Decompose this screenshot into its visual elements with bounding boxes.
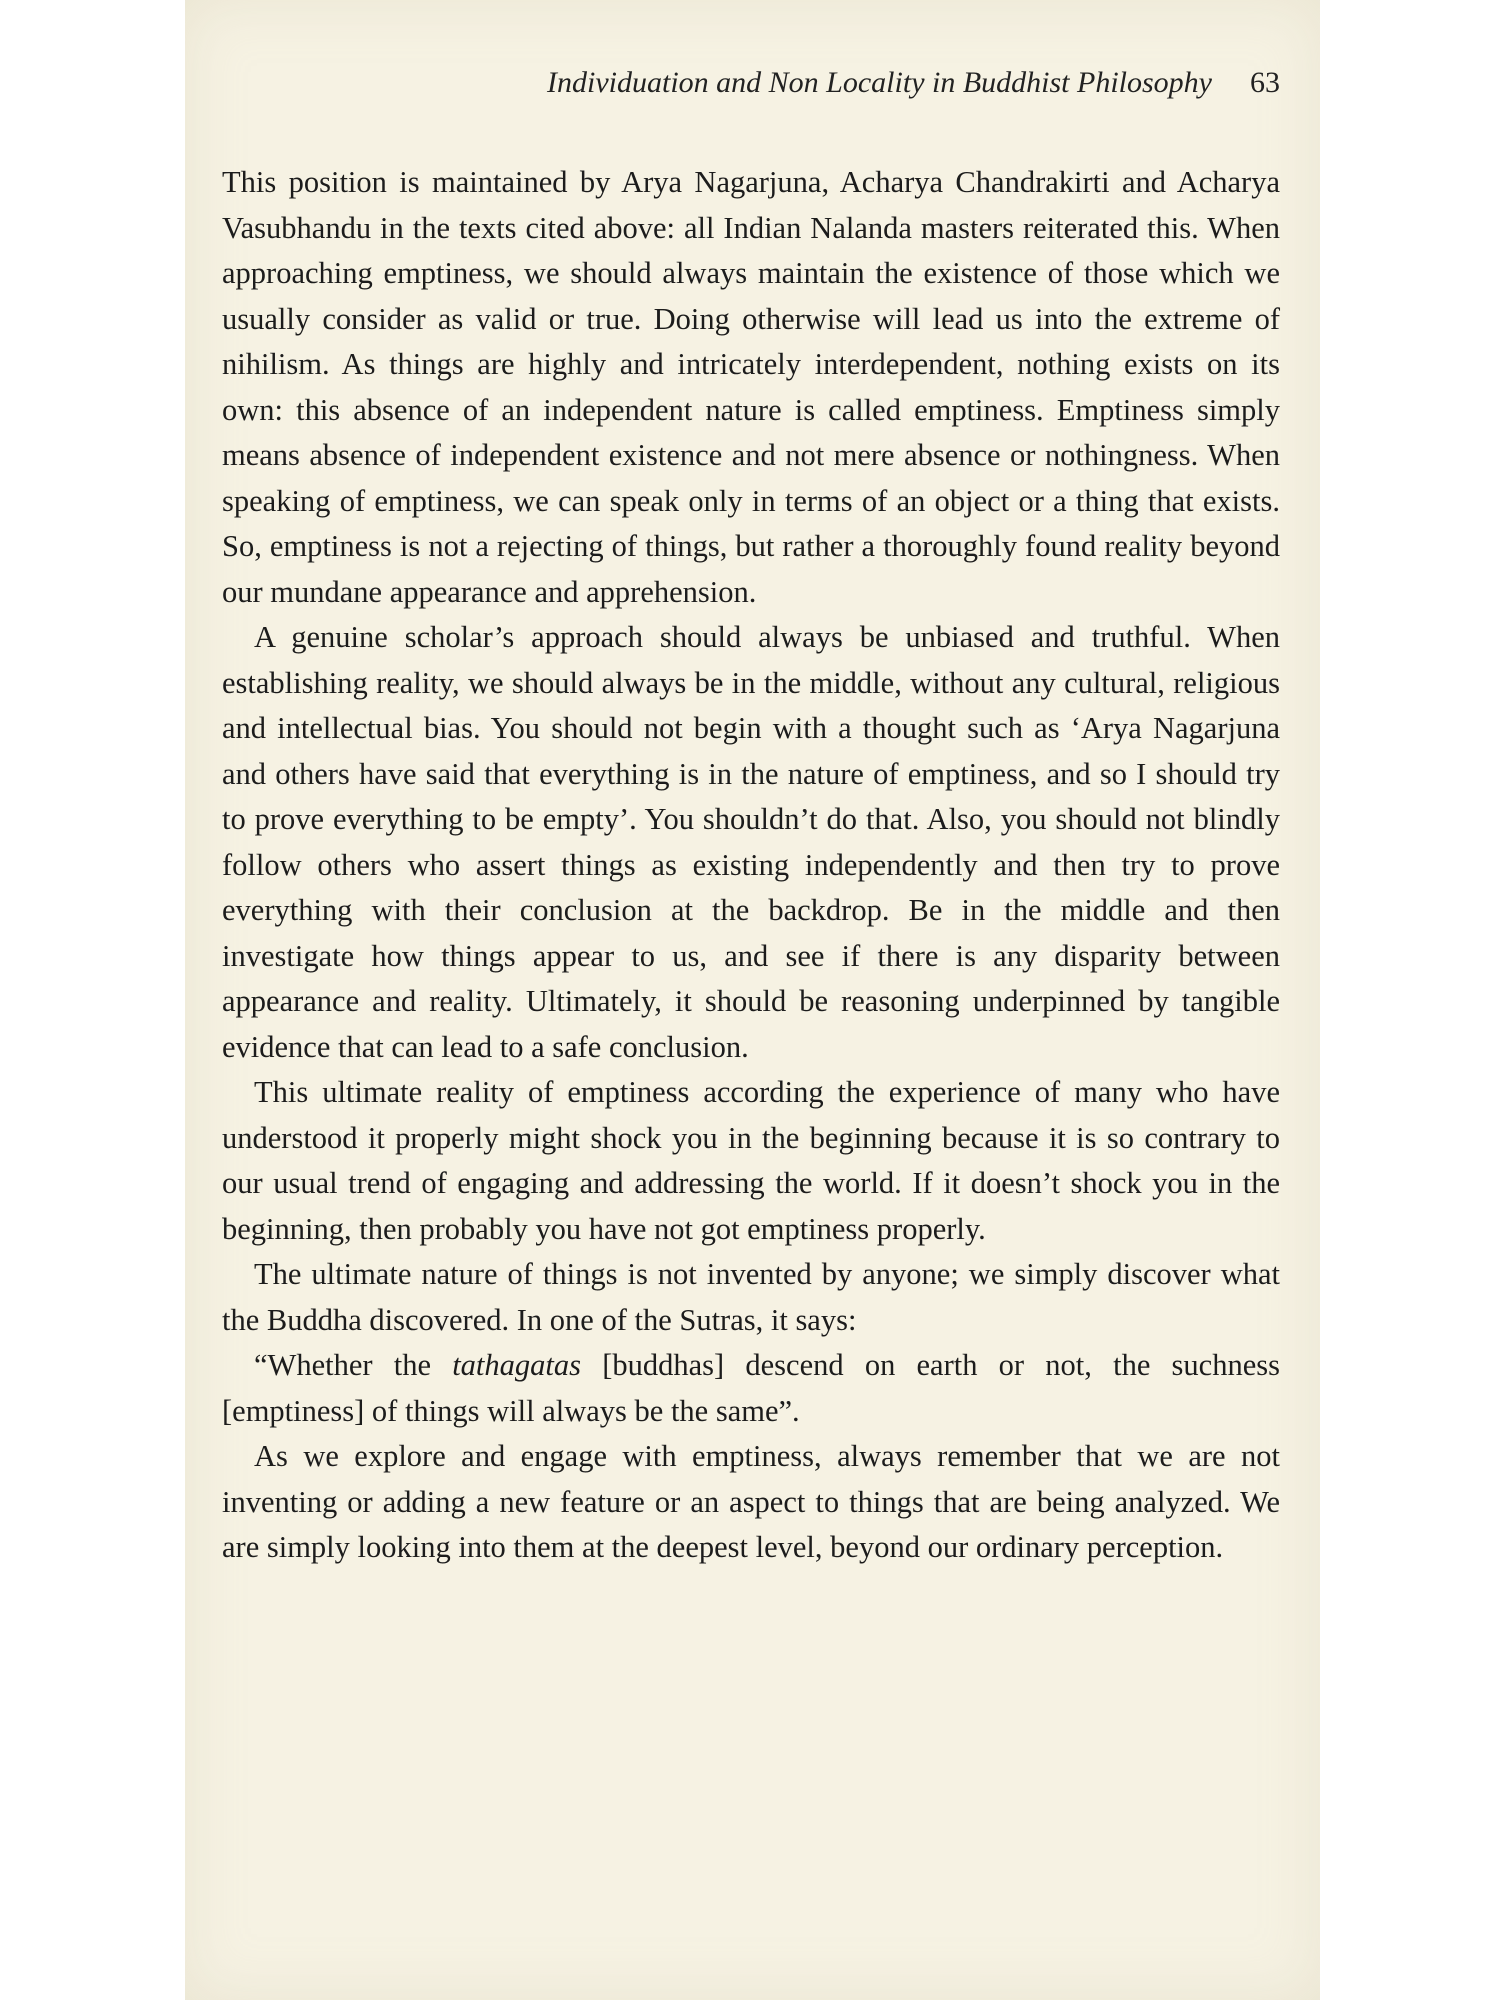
page-header <box>310 66 1280 100</box>
quote-start: “Whether the <box>254 1348 453 1382</box>
paragraph-4-intro: The ultimate nature of things is not invented by anyone; we simply discover what the Buddha discovered. In one of the Sutras, it says: <box>222 1257 1280 1337</box>
quote-italic-term: tathagatas <box>452 1348 581 1382</box>
quote-end: [buddhas] descend on earth or not, the suchness [emptiness] of things will always be the same”. <box>222 1348 1280 1428</box>
paragraph-2: A genuine scholar’s approach should always be unbiased and truthful. When establishing reality, we should always be in the middle, without any cultural, religious and intellectual bias. You should not begin with a thought such as ‘Arya Nagarjuna and others have said that everything is in the nature of emptiness, and so I should try to prove everything to be empty’. You shouldn’t do that. Also, you should not blindly follow others who assert things as existing independently and then try to prove everything with their conclusion at the backdrop. Be in the middle and then investigate how things appear to us, and see if there is any disparity between appearance and reality. Ultimately, it should be reasoning underpinned by tangible evidence that can lead to a safe conclusion. <box>222 620 1280 1064</box>
paragraph-4 <box>222 1252 1280 1434</box>
paragraph-3: This ultimate reality of emptiness according the experience of many who have understood it properly might shock you in the beginning because it is so contrary to our usual trend of engaging and addressing the world. If it doesn’t shock you in the beginning, then probably you have not got emptiness properly. <box>222 1075 1280 1246</box>
body-text <box>222 160 1280 1571</box>
running-title: Individuation and Non Locality in Buddhist Philosophy <box>547 66 1212 99</box>
paragraph-1: This position is maintained by Arya Nagarjuna, Acharya Chandrakirti and Acharya Vasubhandu in the texts cited above: all Indian Nalanda masters reiterated this. When approaching emptiness, we should always maintain the existence of those which we usually consider as valid or true. Doing otherwise will lead us into the extreme of nihilism. As things are highly and intricately interdependent, nothing exists on its own: this absence of an independent nature is called emptiness. Emptiness simply means absence of independent existence and not mere absence or nothingness. When speaking of emptiness, we can speak only in terms of an object or a thing that exists. So, emptiness is not a rejecting of things, but rather a thoroughly found reality beyond our mundane appearance and apprehension. <box>222 165 1280 609</box>
paragraph-5: As we explore and engage with emptiness, always remember that we are not inventing or adding a new feature or an aspect to things that are being analyzed. We are simply looking into them at the deepest level, beyond our ordinary perception. <box>222 1439 1280 1564</box>
sutra-quote <box>222 1343 1280 1434</box>
page-number: 63 <box>1250 66 1280 99</box>
